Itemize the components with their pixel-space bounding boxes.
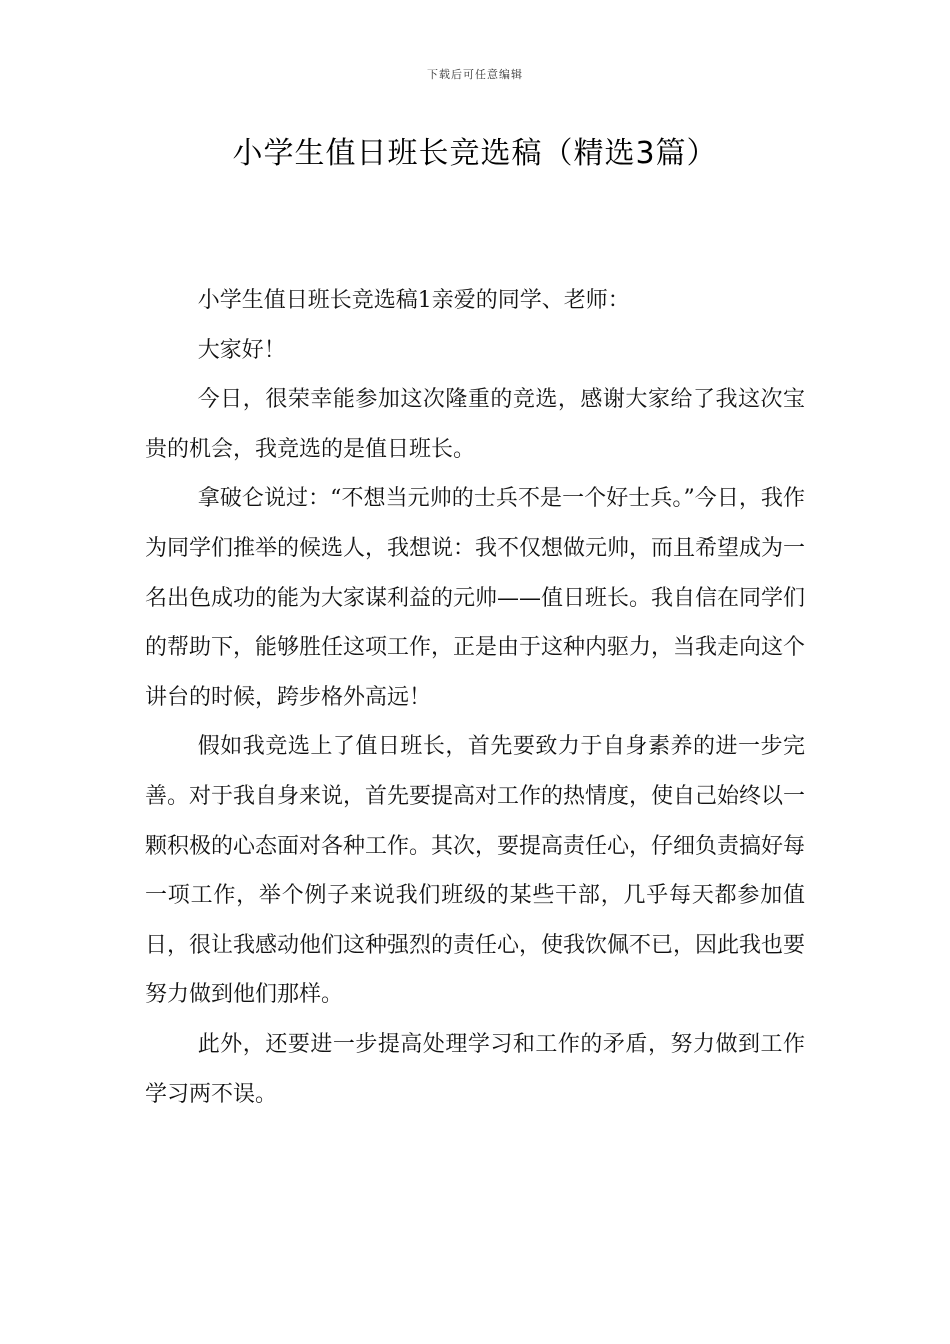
document-body [145,276,805,1119]
paragraph-greeting-line: 小学生值日班长竞选稿1亲爱的同学、老师： [197,288,630,313]
paragraph-self-improvement: 假如我竞选上了值日班长，首先要致力于自身素养的进一步完善。对于我自身来说，首先要提高对工作的热情度，使自己始终以一颗积极的心态面对各种工作。其次，要提高责任心，仔细负责搞好每一项工作，举个例子来说我们班级的某些干部，几乎每天都参加值日，很让我感动他们这种强烈的责任心，使我饮佩不已，因此我也要努力做到他们那样。 [145,734,806,1008]
header-note: 下载后可任意编辑 [427,68,523,81]
paragraph-balance: 此外，还要进一步提高处理学习和工作的矛盾，努力做到工作学习两不误。 [145,1031,805,1107]
paragraph-intro: 今日，很荣幸能参加这次隆重的竞选，感谢大家给了我这次宝贵的机会，我竞选的是值日班长。 [145,387,805,462]
paragraph-hello: 大家好！ [197,337,286,363]
document-title: 小学生值日班长竞选稿（精选3篇） [232,136,718,171]
paragraph-napoleon-quote: 拿破仑说过：“不想当元帅的士兵不是一个好士兵。”今日，我作为同学们推举的候选人，我想说：我不仅想做元帅，而且希望成为一名出色成功的能为大家谋利益的元帅——值日班长。我自信在同学们的帮助下，能够胜任这项工作，正是由于这种内驱力，当我走向这个讲台的时候，跨步格外高远！ [145,486,806,710]
